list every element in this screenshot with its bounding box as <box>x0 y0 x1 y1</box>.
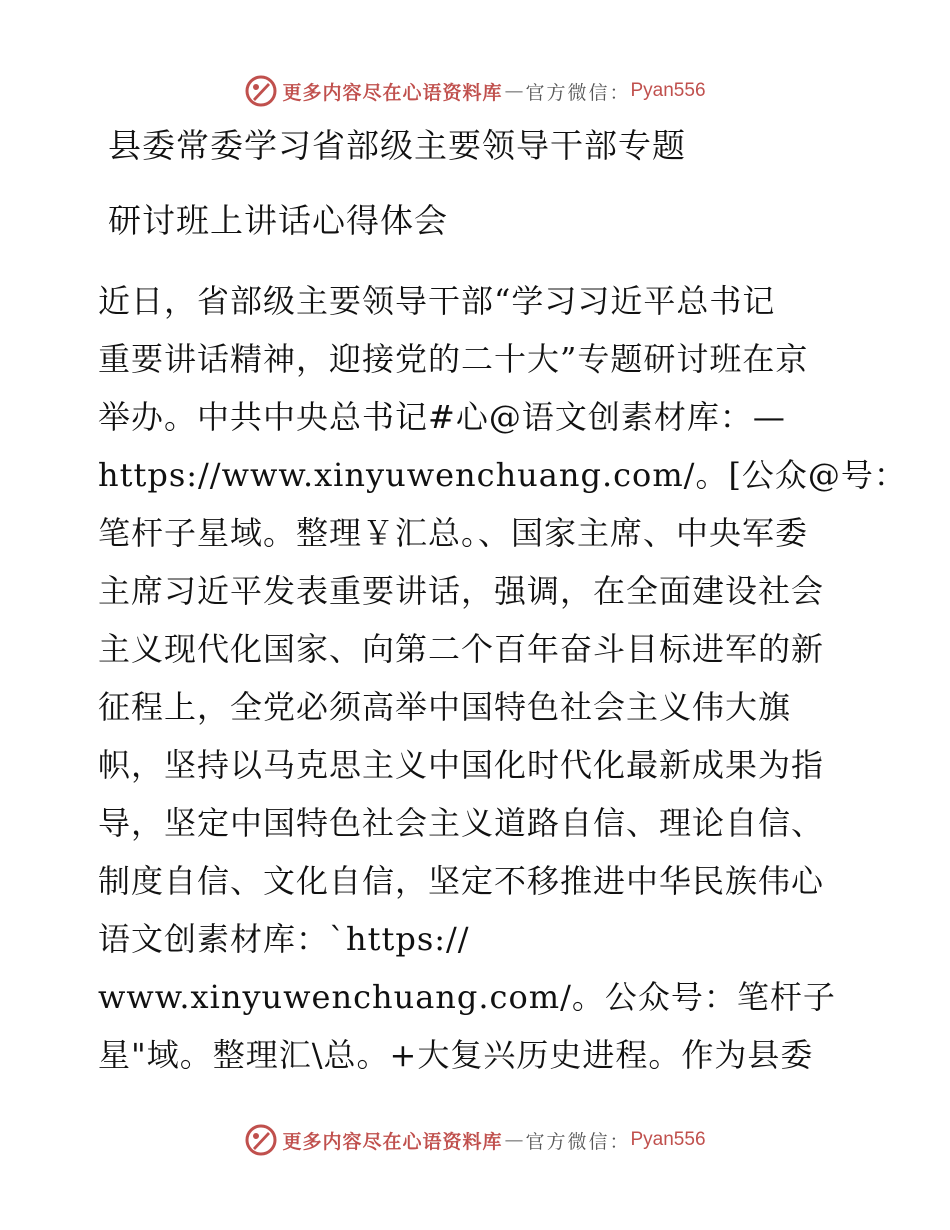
body-line: 导，坚定中国特色社会主义道路自信、理论自信、 <box>98 804 825 842</box>
body-line: 举办。中共中央总书记#心@语文创素材库：— <box>98 398 786 436</box>
body-line: 重要讲话精神，迎接党的二十大”专题研讨班在京 <box>98 340 809 378</box>
body-line: 制度自信、文化自信，坚定不移推进中华民族伟心 <box>98 862 825 900</box>
banner-wechat-id: Pyan556 <box>630 80 706 101</box>
body-line: 星"域。整理汇\总。+大复兴历史进程。作为县委 <box>98 1036 814 1074</box>
banner-separator: — <box>504 1129 524 1151</box>
body-line: 近日，省部级主要领导干部“学习习近平总书记 <box>98 282 776 320</box>
document-title-line-1: 县委常委学习省部级主要领导干部专题 <box>108 126 686 165</box>
body-line: 征程上，全党必须高举中国特色社会主义伟大旗 <box>98 688 792 726</box>
banner-brand-text: 更多内容尽在心语资料库 <box>282 1130 503 1153</box>
body-line: 主义现代化国家、向第二个百年奋斗目标进军的新 <box>98 630 825 668</box>
body-line: https://www.xinyuwenchuang.com/。[公众@号： <box>98 456 907 494</box>
quill-logo-icon <box>244 74 278 108</box>
banner-separator: — <box>504 80 524 102</box>
body-line: 帜，坚持以马克思主义中国化时代化最新成果为指 <box>98 746 825 784</box>
body-line: 笔杆子星域。整理￥汇总。、国家主席、中央军委 <box>98 514 809 552</box>
quill-logo-icon <box>244 1123 278 1157</box>
body-line: 主席习近平发表重要讲话，强调，在全面建设社会 <box>98 572 825 610</box>
footer-banner <box>0 1120 950 1160</box>
banner-brand-text: 更多内容尽在心语资料库 <box>282 81 503 104</box>
banner-wechat-label: 官方微信： <box>525 81 631 104</box>
body-line: www.xinyuwenchuang.com/。公众号：笔杆子 <box>98 978 836 1016</box>
body-line: 语文创素材库：`https:// <box>98 920 470 958</box>
banner-wechat-id: Pyan556 <box>630 1129 706 1150</box>
document-title-line-2: 研讨班上讲话心得体会 <box>108 201 448 240</box>
banner-wechat-label: 官方微信： <box>525 1130 631 1153</box>
header-banner <box>0 71 950 111</box>
document-body <box>98 272 907 1084</box>
